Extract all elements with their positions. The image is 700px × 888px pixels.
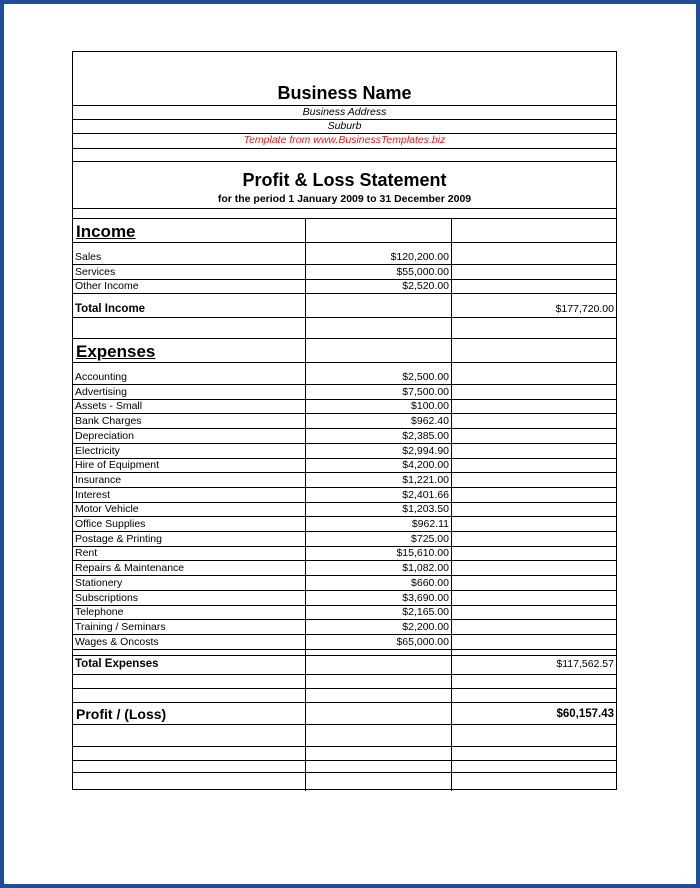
expense-row-label: Motor Vehicle (75, 503, 139, 516)
grid-line (73, 208, 616, 209)
expense-row-label: Wages & Oncosts (75, 635, 159, 648)
total-income-value: $177,720.00 (555, 303, 614, 315)
grid-line (73, 399, 616, 400)
expense-row-amount: $660.00 (411, 576, 449, 589)
expense-row-label: Insurance (75, 473, 122, 486)
expense-row-amount: $962.40 (411, 415, 449, 428)
grid-line (73, 619, 616, 620)
grid-line (73, 317, 616, 318)
expense-row-label: Depreciation (75, 429, 134, 442)
expense-row-amount: $15,610.00 (396, 547, 449, 560)
income-row-amount: $2,520.00 (402, 280, 449, 293)
business-name: Business Name (277, 83, 412, 103)
grid-line (73, 362, 616, 363)
expense-row-amount: $7,500.00 (402, 385, 449, 398)
grid-line (73, 384, 616, 385)
grid-line (73, 133, 616, 134)
grid-line (73, 575, 616, 576)
grid-line (73, 105, 616, 106)
grid-line (73, 264, 616, 265)
statement-period: for the period 1 January 2009 to 31 December 2009 (217, 193, 472, 205)
income-row-amount: $55,000.00 (396, 265, 449, 278)
expense-row-label: Accounting (75, 371, 127, 383)
grid-line (73, 688, 616, 689)
grid-line (73, 161, 616, 162)
grid-line (73, 649, 616, 650)
expense-row-amount: $962.11 (411, 518, 449, 530)
expense-row-label: Interest (75, 488, 111, 501)
grid-line (73, 458, 616, 459)
total-income-label: Total Income (75, 303, 146, 315)
expense-row-label: Stationery (75, 576, 123, 589)
grid-line (73, 674, 616, 675)
grid-line (73, 242, 616, 243)
grid-line (73, 293, 616, 294)
grid-line (73, 546, 616, 547)
expense-row-amount: $2,500.00 (402, 371, 449, 383)
expense-row-amount: $4,200.00 (402, 459, 449, 472)
expense-row-amount: $2,200.00 (402, 620, 449, 633)
expense-row-amount: $1,221.00 (402, 473, 449, 486)
expense-row-label: Assets - Small (75, 400, 143, 413)
expense-row-amount: $1,203.50 (402, 503, 449, 516)
total-expenses-value: $117,562.57 (556, 658, 614, 670)
grid-line (73, 472, 616, 473)
expense-row-amount: $1,082.00 (402, 562, 449, 575)
business-address: Business Address (302, 106, 387, 118)
expense-row-label: Bank Charges (75, 415, 142, 428)
expenses-heading: Expenses (76, 342, 156, 361)
total-expenses-label: Total Expenses (75, 658, 159, 670)
grid-line (73, 746, 616, 747)
income-row-label: Sales (75, 251, 102, 263)
grid-line (73, 413, 616, 414)
expense-row-amount: $725.00 (411, 532, 449, 545)
profit-loss-value: $60,157.43 (556, 708, 614, 720)
expense-row-label: Telephone (75, 606, 124, 619)
expense-row-label: Rent (75, 547, 98, 560)
suburb: Suburb (327, 120, 362, 132)
grid-line (73, 487, 616, 488)
income-row-label: Services (75, 265, 116, 278)
expense-row-label: Repairs & Maintenance (75, 562, 185, 575)
grid-line (73, 634, 616, 635)
grid-line (73, 702, 616, 703)
grid-line (73, 338, 616, 339)
expense-row-label: Advertising (75, 385, 127, 398)
expense-row-label: Hire of Equipment (75, 459, 160, 472)
grid-line (73, 218, 616, 219)
grid-line (73, 655, 616, 656)
grid-line (73, 119, 616, 120)
income-heading: Income (76, 222, 136, 241)
expense-row-label: Electricity (75, 444, 120, 457)
grid-line (73, 531, 616, 532)
grid-line (73, 516, 616, 517)
profit-loss-sheet (72, 51, 617, 790)
income-row-label: Other Income (75, 280, 139, 293)
grid-line (73, 279, 616, 280)
grid-line (451, 218, 452, 791)
grid-line (73, 724, 616, 725)
income-row-amount: $120,200.00 (390, 251, 449, 263)
grid-line (73, 502, 616, 503)
expense-row-amount: $2,165.00 (402, 606, 449, 619)
expense-row-label: Office Supplies (75, 518, 146, 530)
expense-row-amount: $65,000.00 (396, 635, 449, 648)
expense-row-label: Training / Seminars (75, 620, 166, 633)
grid-line (305, 218, 306, 791)
profit-loss-label: Profit / (Loss) (76, 706, 167, 722)
expense-row-amount: $3,690.00 (402, 591, 449, 604)
expense-row-amount: $2,385.00 (402, 429, 449, 442)
grid-line (73, 605, 616, 606)
grid-line (73, 443, 616, 444)
expense-row-label: Postage & Printing (75, 532, 162, 545)
grid-line (73, 148, 616, 149)
expense-row-amount: $100.00 (411, 400, 449, 413)
grid-line (73, 590, 616, 591)
expense-row-amount: $2,994.90 (402, 444, 449, 457)
grid-line (73, 428, 616, 429)
statement-title: Profit & Loss Statement (242, 170, 447, 190)
grid-line (73, 772, 616, 773)
grid-line (73, 760, 616, 761)
expense-row-amount: $2,401.66 (402, 488, 449, 501)
grid-line (73, 560, 616, 561)
template-note: Template from www.BusinessTemplates.biz (243, 134, 446, 146)
expense-row-label: Subscriptions (75, 591, 139, 604)
